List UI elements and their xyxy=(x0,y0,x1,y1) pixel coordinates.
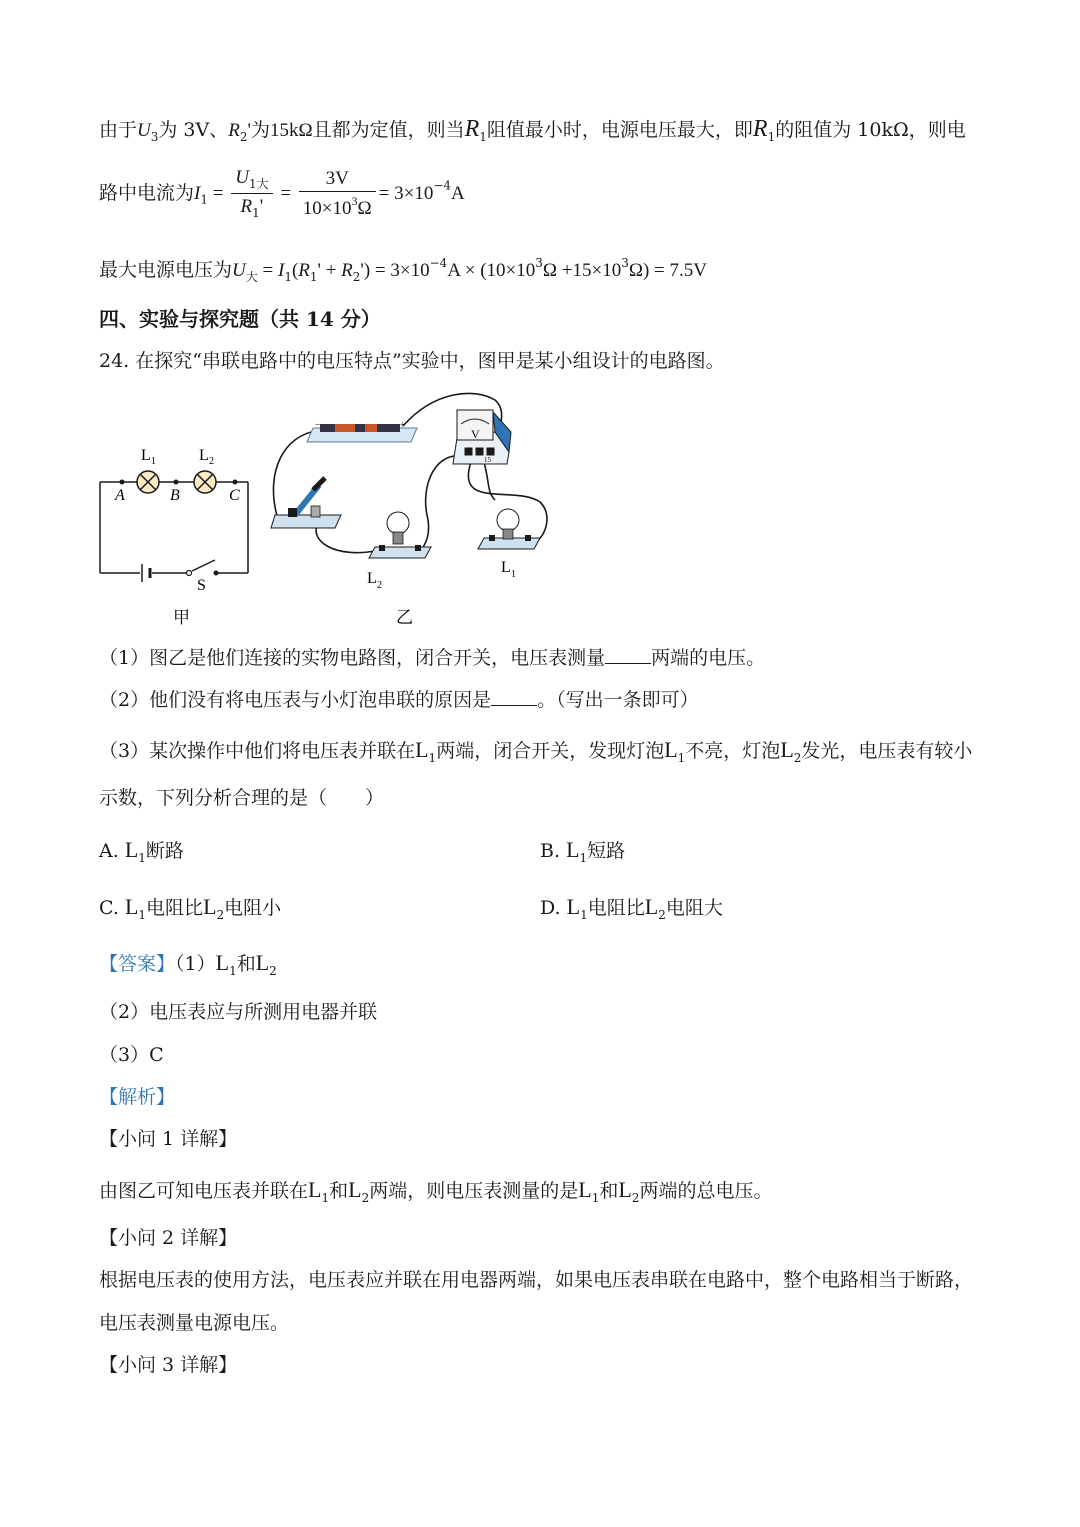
battery-box xyxy=(307,420,417,442)
analysis-tag: 【解析】 xyxy=(99,1086,176,1108)
battery-symbol xyxy=(142,564,150,582)
section-heading: 四、实验与探究题（共 14 分） xyxy=(99,307,381,331)
lamp-L2-symbol xyxy=(194,471,216,493)
detail-1-text: 由图乙可知电压表并联在$L_1$和$L_2$两端，则电压表测量的是$L_1$和$L_2$两端的总电压。 xyxy=(99,1177,773,1205)
voltmeter-V: V xyxy=(471,427,480,441)
lamp-L1-symbol xyxy=(137,471,159,493)
current-formula: 路中电流为$I_1$ = $\frac{U_{1大}}{R_1'}$ = $\frac{3V}{10\times 10^3\Omega}$ = $3\times 10^{-4}A$ xyxy=(99,167,465,220)
svg-text:2: 2 xyxy=(377,580,382,591)
node-C-label: C xyxy=(229,487,240,504)
node-B-label: B xyxy=(170,487,180,504)
question-24: 24. 在探究“串联电路中的电压特点”实验中，图甲是某小组设计的电路图。 xyxy=(99,350,725,372)
voltmeter-15: 15 xyxy=(484,456,491,464)
svg-text:−: − xyxy=(315,420,321,431)
solution-line-1: 由于$U_3$为 3V、$R_2'$为15kΩ且都为定值，则当$R_1$阻值最小时，电源电压最大，即$R_1$的阻值为 10kΩ，则电 xyxy=(99,116,966,144)
sub-question-3: （3）某次操作中他们将电压表并联在$L_1$两端，闭合开关，发现灯泡$L_1$不亮，灯泡$L_2$发光，电压表有较小 xyxy=(99,737,973,765)
L2-label: L xyxy=(199,447,209,464)
detail-3-title: 【小问 3 详解】 xyxy=(99,1354,238,1376)
sub-question-3-cont: 示数，下列分析合理的是（ ） xyxy=(99,787,385,809)
node-A-label: A xyxy=(115,487,125,504)
svg-text:+: + xyxy=(400,420,406,431)
answer-1: 【答案】$(1)L_1$和$L_2$ xyxy=(99,950,277,978)
answer-2: （2）电压表应与所测用电器并联 xyxy=(99,1001,378,1023)
bulb-L2-real xyxy=(369,512,431,558)
detail-2-title: 【小问 2 详解】 xyxy=(99,1227,238,1249)
answer-3: （3）C xyxy=(99,1044,164,1066)
label-yi: 乙 xyxy=(396,608,413,627)
L1-label: L xyxy=(141,447,151,464)
circuit-figure xyxy=(95,390,565,635)
option-a: A. $L_1$断路 xyxy=(99,837,184,865)
bulb-L1-real xyxy=(478,509,540,549)
sub-question-2: （2）他们没有将电压表与小灯泡串联的原因是 。（写出一条即可） xyxy=(99,689,699,711)
detail-2-text-a: 根据电压表的使用方法，电压表应并联在用电器两端，如果电压表串联在电路中，整个电路相当于断路， xyxy=(99,1269,974,1291)
option-b: B. $L_1$短路 xyxy=(540,837,626,865)
L1-real-label: L xyxy=(501,559,511,576)
knife-switch xyxy=(271,478,341,528)
svg-text:1: 1 xyxy=(151,456,156,467)
svg-text:1: 1 xyxy=(511,569,516,580)
L2-real-label: L xyxy=(367,570,377,587)
switch-label: S xyxy=(197,577,206,594)
detail-2-text-b: 电压表测量电源电压。 xyxy=(99,1312,290,1334)
detail-1-title: 【小问 1 详解】 xyxy=(99,1128,238,1150)
voltage-formula: 最大电源电压为$U_大 = I_1(R_1' + R_2') = 3\times 10^{-4}A \times (10\times 10^3\Omega +15\times 10^3\Omega) = 7.5V$ xyxy=(99,256,707,284)
label-jia: 甲 xyxy=(173,608,190,627)
svg-text:2: 2 xyxy=(209,456,214,467)
option-c: C. $L_1$电阻比$L_2$电阻小 xyxy=(99,894,282,922)
sub-question-1: （1）图乙是他们连接的实物电路图，闭合开关，电压表测量 两端的电压。 xyxy=(99,647,766,669)
option-d: D. $L_1$电阻比$L_2$电阻大 xyxy=(540,894,723,922)
